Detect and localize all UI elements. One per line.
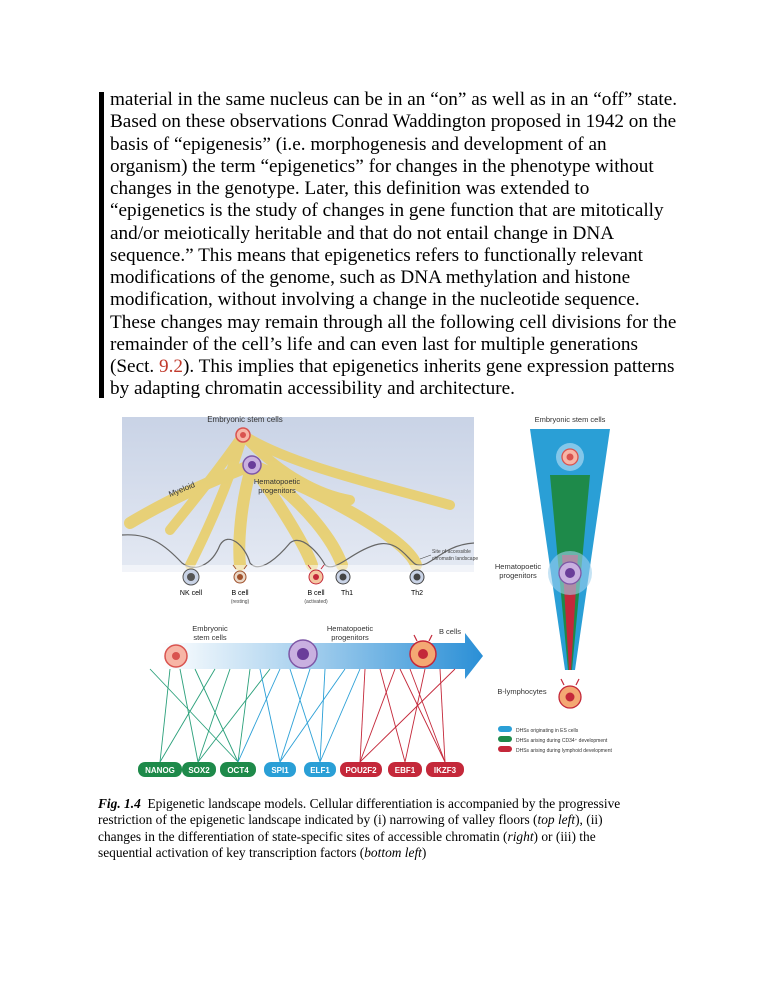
dhs-legend [498,726,612,754]
legend-label: DHSs originating in ES cells [516,728,579,734]
b-cells-label: B cells [438,627,462,636]
factor-label: EBF1 [394,766,416,775]
text-line: by adapting chromatin accessibility and architecture. [110,378,515,400]
factor-label: SPI1 [271,766,289,775]
factor-label: ELF1 [310,766,330,775]
body-paragraph [110,89,690,401]
caption-emphasis: right [507,828,534,844]
myeloid-label: Myeloid [167,480,197,499]
text-line: and/or meiotically heritable and that do not entail change in DNA [110,222,615,244]
text-line: changes in the genotype. Later, this definition was extended to [110,178,590,199]
caption-text: Epigenetic landscape models. Cellular differentiation is accompanied by the progressive [147,796,621,811]
hematopoetic-label-2: progenitors [331,633,369,642]
caption-line [98,796,678,812]
chromatin-accessibility-panel [495,415,613,754]
text-line: Based on these observations Conrad Waddington proposed in 1942 on the [110,111,677,133]
text-line: remainder of the cell’s life and can even last for multiple generations [110,333,638,355]
cell-sublabel: (activated) [304,599,328,605]
text-line: modifications of the genome, such as DNA methylation and histone [110,267,631,288]
embryonic-label-2: stem cells [193,633,227,642]
hematopoetic-label-1: Hematopoetic [494,562,542,571]
text-line: basis of “epigenesis” (i.e. morphogenesis and development of an [110,133,607,155]
text-fragment: (Sect. [110,356,160,377]
factor-label: IKZF3 [433,766,457,775]
site-label-1: Site of accessible [432,549,471,555]
embryonic-label-1: Embryonic [192,624,228,633]
cell-label: B cell [231,590,249,597]
text-line: material in the same nucleus can be in an “on” as well as in an “off” state. [110,89,678,110]
legend-swatch [498,726,512,732]
th2-cell [410,570,424,597]
text-fragment: ). This implies that epigenetics inherits gene expression patterns [183,356,675,377]
caption-text: ) or (iii) the [533,828,596,844]
factor-label: OCT4 [227,766,249,775]
transcription-factor-panel [138,624,483,777]
caption-line [98,829,678,845]
caption-line [98,845,678,861]
hematopoetic-label-1: Hematopoetic [253,477,301,486]
transcription-factor-badges [138,762,464,777]
waddington-landscape-panel [122,415,478,605]
caption-text: sequential activation of key transcription factors ( [98,844,365,860]
cell-label: Th2 [410,590,424,597]
hematopoetic-label-1: Hematopoetic [326,624,374,633]
site-label-2: chromatin landscape [432,556,479,562]
caption-line [98,812,678,828]
legend-swatch [498,736,512,742]
legend-swatch [498,746,512,752]
cell-sublabel: (resting) [230,599,250,605]
text-line: “epigenetics is the study of changes in gene function that are mitotically [110,200,664,222]
cell-label: Th1 [340,590,354,597]
text-line: organism) the term “epigenetics” for changes in the phenotype without [110,155,654,177]
change-bar [99,92,104,398]
cell-label: B cell [307,590,325,597]
hematopoetic-label-2: progenitors [499,571,537,580]
nk-cell [180,569,203,597]
text-line: These changes may remain through all the following cell divisions for the [110,311,677,333]
caption-text: restriction of the epigenetic landscape indicated by (i) narrowing of valley floors ( [98,812,538,828]
section-reference-link[interactable]: 9.2 [159,356,184,377]
factor-connection-lines [150,669,455,762]
figure-number: Fig. 1.4 [98,796,141,811]
text-line: sequence.” This means that epigenetics refers to functionally relevant [110,244,643,266]
hematopoetic-label-2: progenitors [258,486,296,495]
text-line: modification, without involving a change in the nucleotide sequence. [110,289,640,311]
epigenetic-landscape-figure [120,405,660,788]
factor-label: NANOG [145,766,175,775]
th1-cell [336,570,353,597]
caption-emphasis: top left [537,812,576,828]
cell-label: NK cell [179,590,203,597]
caption-text: changes in the differentiation of state-specific sites of accessible chromatin ( [98,828,508,844]
b-lymphocytes-label: B-lymphocytes [497,687,547,696]
caption-text: ), (ii) [575,812,603,828]
factor-label: POU2F2 [345,766,377,775]
embryonic-stem-cells-label: Embryonic stem cells [534,415,606,424]
legend-label: DHSs arising during CD34⁺ development [516,738,608,744]
text-line [110,356,690,378]
embryonic-stem-cells-label: Embryonic stem cells [207,415,283,424]
caption-text: ) [421,844,427,860]
figure-caption [98,796,678,861]
caption-emphasis: bottom left [364,844,422,860]
factor-label: SOX2 [188,766,210,775]
legend-label: DHSs arising during lymphoid development [516,748,612,754]
